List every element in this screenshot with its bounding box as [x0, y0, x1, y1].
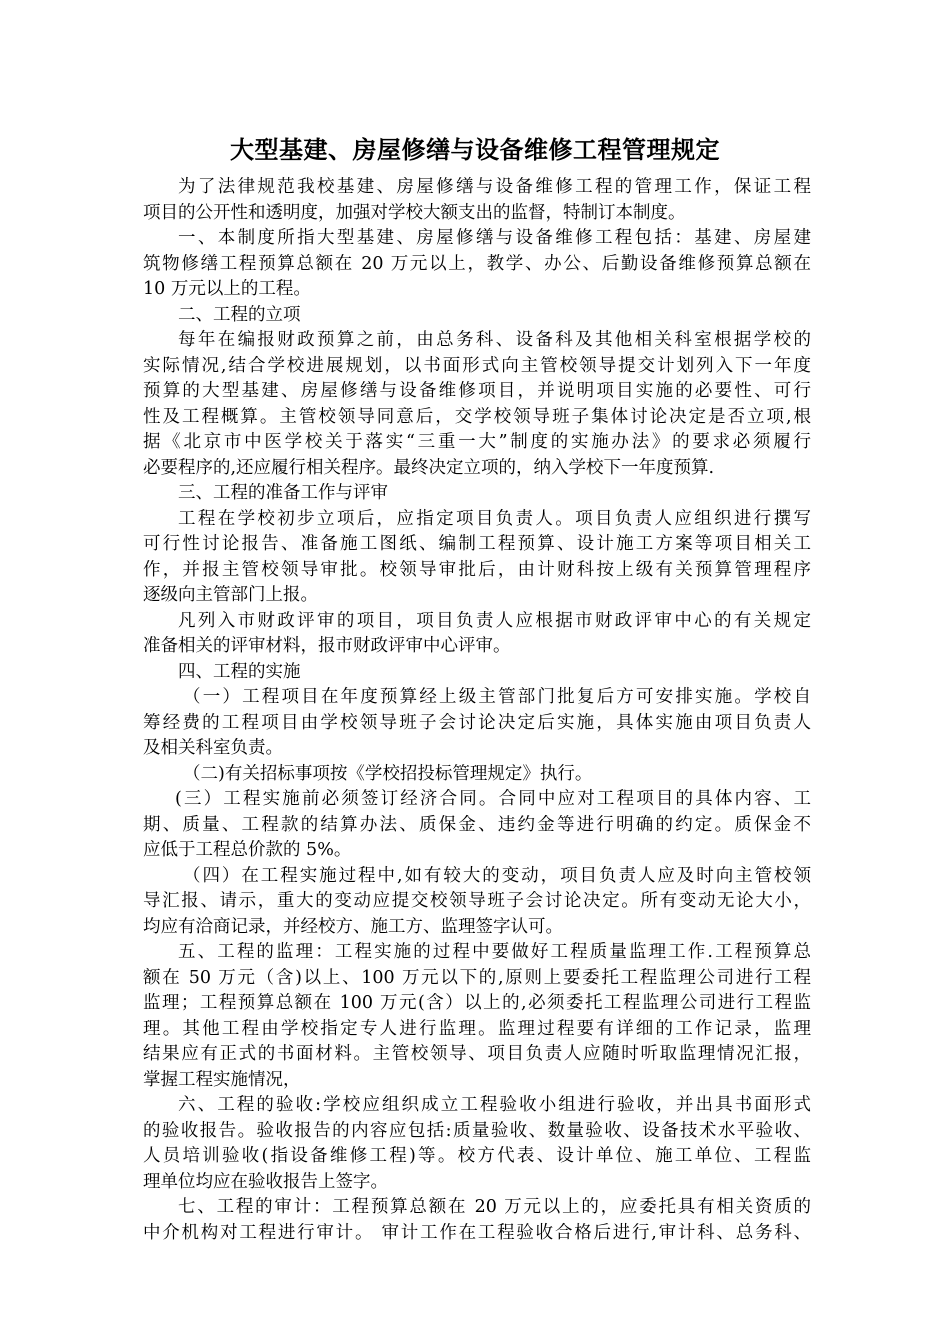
- paragraph-line: 及相关科室负责。: [143, 738, 283, 758]
- document-title: 大型基建、房屋修缮与设备维修工程管理规定: [230, 135, 720, 164]
- paragraph-line: 10 万元以上的工程。: [143, 279, 311, 299]
- paragraph-line: （四）在工程实施过程中,如有较大的变动，项目负责人应及时向主管校领: [183, 865, 811, 886]
- paragraph-line: 每年在编报财政预算之前，由总务科、设备科及其他相关科室根据学校的: [178, 330, 811, 350]
- paragraph-line: 必要程序的,还应履行相关程序。最终决定立项的，纳入学校下一年度预算.: [143, 457, 715, 478]
- paragraph-line: 项目的公开性和透明度，加强对学校大额支出的监督，特制订本制度。: [143, 202, 686, 223]
- paragraph-line: 中介机构对工程进行审计。 审计工作在工程验收合格后进行,审计科、总务科、: [143, 1222, 811, 1243]
- paragraph-line: 应低于工程总价款的 5%。: [143, 840, 352, 860]
- paragraph-line: 逐级向主管部门上报。: [143, 585, 318, 605]
- paragraph-line: 可行性讨论报告、准备施工图纸、编制工程预算、设计施工方案等项目相关工: [143, 534, 811, 554]
- paragraph-line: 筑物修缮工程预算总额在 20 万元以上，教学、办公、后勤设备维修预算总额在: [143, 253, 811, 274]
- paragraph-line: 理单位均应在验收报告上签字。: [143, 1171, 388, 1192]
- document-body: [143, 175, 811, 1246]
- paragraph-line: 导汇报、请示，重大的变动应提交校领导班子会讨论决定。所有变动无论大小，: [143, 891, 811, 911]
- paragraph-line: 监理；工程预算总额在 100 万元(含）以上的,必须委托工程监理公司进行工程监: [143, 993, 811, 1013]
- paragraph-line: 的验收报告。验收报告的内容应包括:质量验收、数量验收、设备技术水平验收、: [143, 1120, 811, 1141]
- paragraph-line: 六、工程的验收:学校应组织成立工程验收小组进行验收，并出具书面形式: [178, 1095, 811, 1115]
- paragraph-line: 据《北京市中医学校关于落实“三重一大”制度的实施办法》的要求必须履行: [143, 432, 811, 452]
- paragraph-line: 期、质量、工程款的结算办法、质保金、违约金等进行明确的约定。质保金不: [143, 814, 811, 835]
- paragraph-line: 七、工程的审计：工程预算总额在 20 万元以上的，应委托具有相关资质的: [178, 1197, 811, 1217]
- paragraph-line: 性及工程概算。主管校领导同意后，交学校领导班子集体讨论决定是否立项,根: [143, 406, 811, 427]
- paragraph-line: 理。其他工程由学校指定专人进行监理。监理过程要有详细的工作记录，监理: [143, 1018, 811, 1039]
- paragraph-line: 筹经费的工程项目由学校领导班子会讨论决定后实施，具体实施由项目负责人: [143, 712, 811, 733]
- section-heading: 二、工程的立项: [178, 304, 301, 325]
- paragraph-line: 准备相关的评审材料，报市财政评审中心评审。: [143, 636, 511, 656]
- paragraph-line: 结果应有正式的书面材料。主管校领导、项目负责人应随时听取监理情况汇报，: [143, 1044, 811, 1064]
- paragraph-line: （二)有关招标事项按《学校招投标管理规定》执行。: [183, 763, 593, 784]
- paragraph-line: （一）工程项目在年度预算经上级主管部门批复后方可安排实施。学校自: [183, 687, 811, 707]
- paragraph-line: (三）工程实施前必须签订经济合同。合同中应对工程项目的具体内容、工: [175, 789, 811, 809]
- paragraph-line: 凡列入市财政评审的项目，项目负责人应根据市财政评审中心的有关规定: [178, 610, 811, 631]
- paragraph-line: 均应有洽商记录，并经校方、施工方、监理签字认可。: [143, 916, 563, 937]
- paragraph-line: 一、本制度所指大型基建、房屋修缮与设备维修工程包括：基建、房屋建: [178, 228, 811, 248]
- paragraph-line: 五、工程的监理：工程实施的过程中要做好工程质量监理工作.工程预算总: [178, 942, 811, 962]
- paragraph-line: 额在 50 万元（含)以上、100 万元以下的,原则上要委托工程监理公司进行工程: [143, 967, 811, 988]
- section-heading: 四、工程的实施: [178, 661, 301, 682]
- section-heading: 三、工程的准备工作与评审: [178, 483, 388, 503]
- paragraph-line: 掌握工程实施情况，: [143, 1069, 301, 1090]
- paragraph-line: 为了法律规范我校基建、房屋修缮与设备维修工程的管理工作，保证工程: [178, 177, 811, 197]
- paragraph-line: 人员培训验收(指设备维修工程)等。校方代表、设计单位、施工单位、工程监: [143, 1146, 811, 1166]
- paragraph-line: 工程在学校初步立项后，应指定项目负责人。项目负责人应组织进行撰写: [178, 508, 811, 529]
- paragraph-line: 预算的大型基建、房屋修缮与设备维修项目，并说明项目实施的必要性、可行: [143, 381, 811, 401]
- paragraph-line: 实际情况,结合学校进展规划，以书面形式向主管校领导提交计划列入下一年度: [143, 355, 811, 376]
- paragraph-line: 作，并报主管校领导审批。校领导审批后，由计财科按上级有关预算管理程序: [143, 559, 811, 580]
